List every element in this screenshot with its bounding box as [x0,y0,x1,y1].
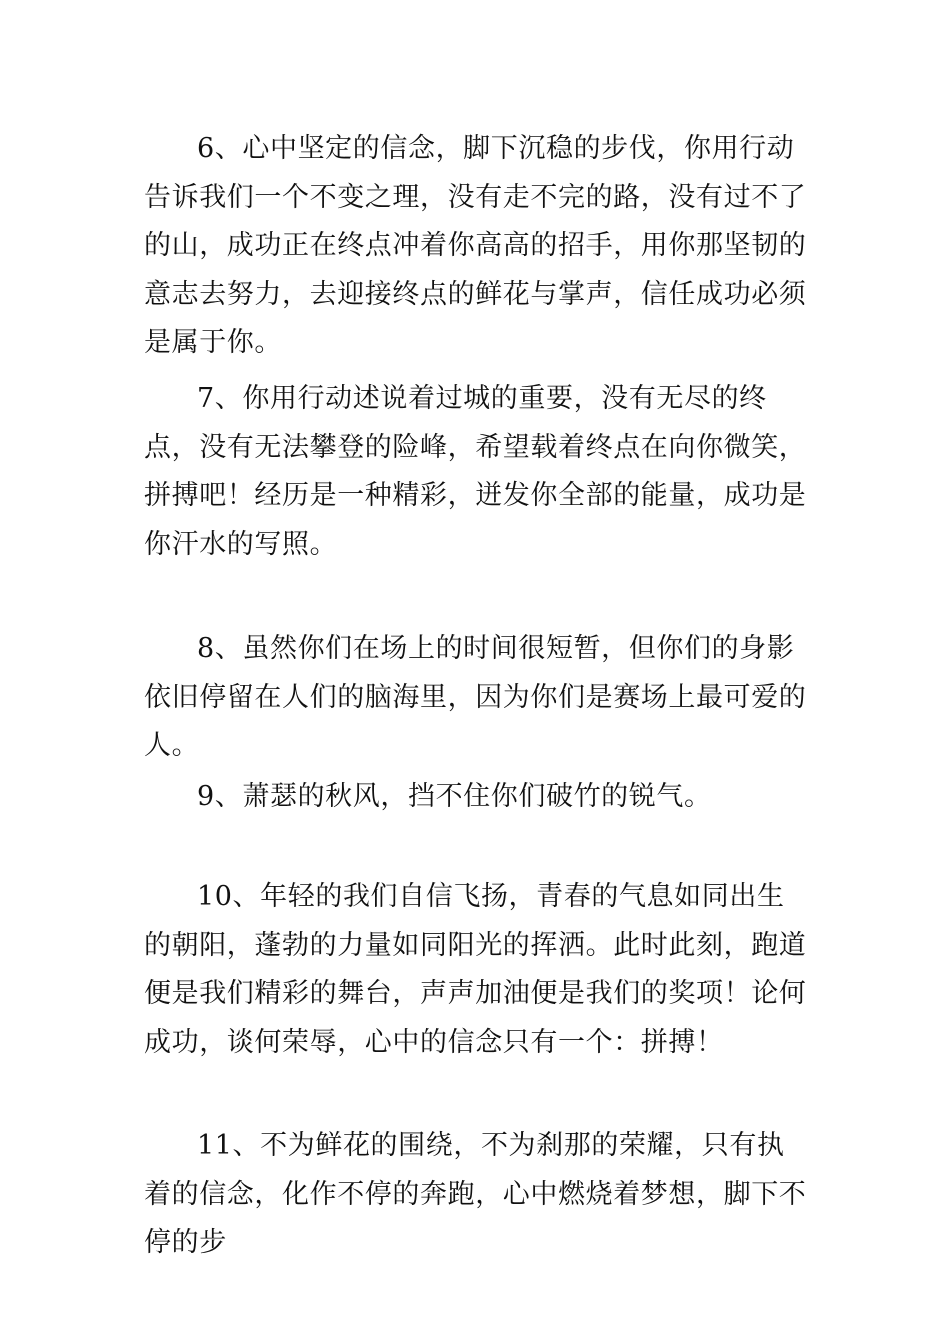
paragraph-7: 7、你用行动述说着过城的重要，没有无尽的终点，没有无法攀登的险峰，希望载着终点在向你微笑，拼搏吧！经历是一种精彩，迸发你全部的能量，成功是你汗水的写照。 [144,383,807,560]
paragraph-8: 8、虽然你们在场上的时间很短暂，但你们的身影依旧停留在人们的脑海里，因为你们是赛场上最可爱的人。 [144,633,807,761]
paragraph-11: 11、不为鲜花的围绕，不为刹那的荣耀，只有执着的信念，化作不停的奔跑，心中燃烧着梦想，脚下不停的步 [144,1130,807,1258]
paragraph-6: 6、心中坚定的信念，脚下沉稳的步伐，你用行动告诉我们一个不变之理，没有走不完的路，没有过不了的山，成功正在终点冲着你高高的招手，用你那坚韧的意志去努力，去迎接终点的鲜花与掌声，信任成功必须是属于你。 [144,133,807,358]
paragraph-10: 10、年轻的我们自信飞扬，青春的气息如同出生的朝阳，蓬勃的力量如同阳光的挥洒。此时此刻，跑道便是我们精彩的舞台，声声加油便是我们的奖项！论何成功，谈何荣辱，心中的信念只有一个：拼搏！ [144,881,807,1058]
paragraph-9: 9、萧瑟的秋风，挡不住你们破竹的锐气。 [197,781,712,812]
